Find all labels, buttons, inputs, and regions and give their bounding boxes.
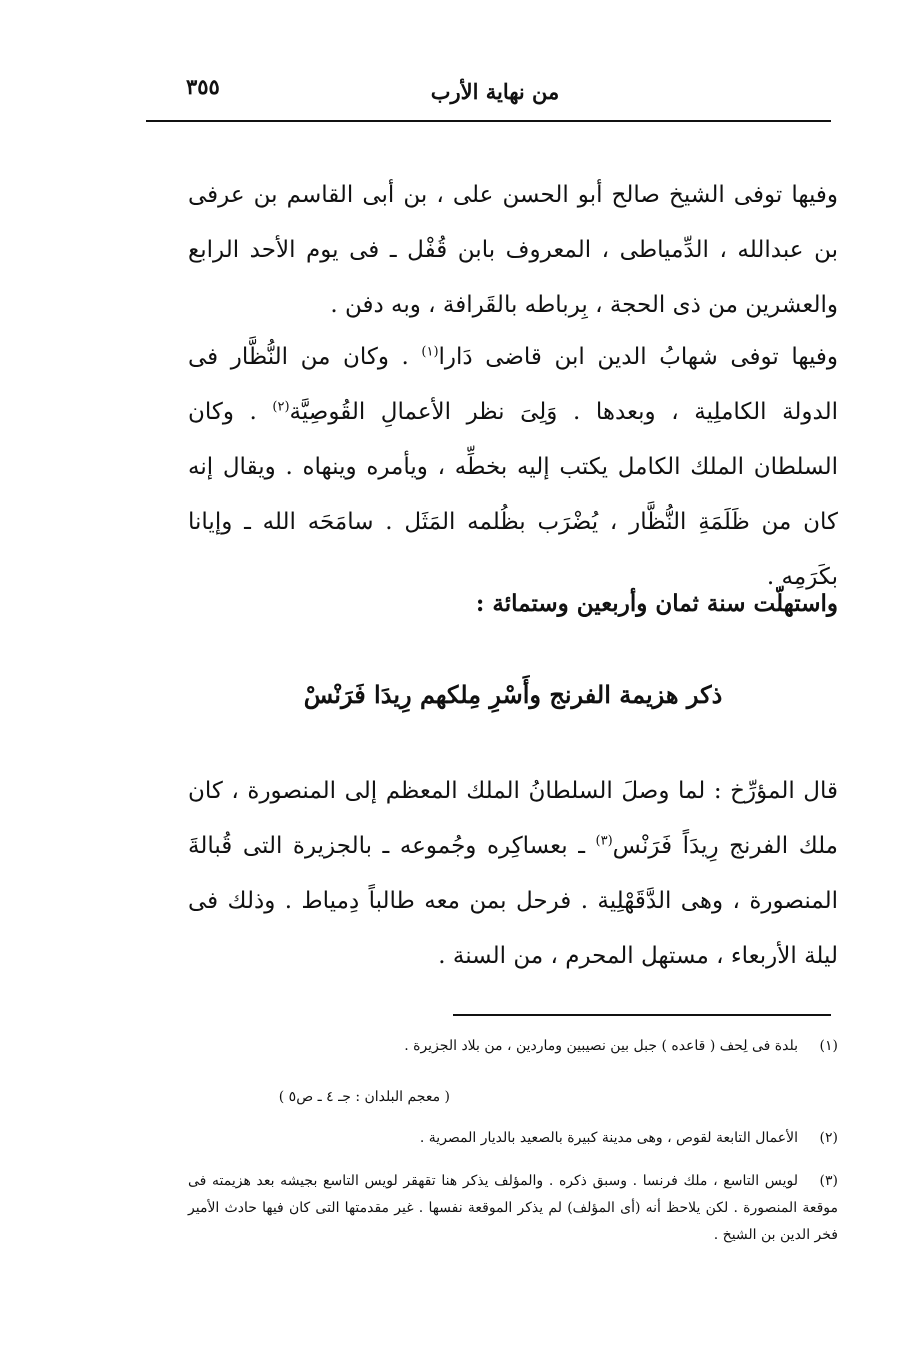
footnote-number: (٣) [819,1173,838,1189]
paragraph-chronicler [188,764,838,984]
footnote-1 [188,1033,838,1060]
section-heading: ذكر هزيمة الفرنج وأَسْرِ مِلكهم رِيدَا فَرَنْسْ [303,680,723,709]
paragraph-text: ـ بعساكِره وجُموعه ـ بالجزيرة التى قُبالةَ المنصورة ، وهى الدَّقَهْلِية . فرحل بمن معه طالباً دِمياط . وذلك فى ليلة الأربعاء ، مستهل المحرم ، من السنة . [188,833,838,969]
paragraph-death-abu-al-hasan: وفيها توفى الشيخ صالح أبو الحسن على ، بن أبى القاسم بن عرفى بن عبدالله ، الدِّمياطى ، المعروف بابن قُفْل ـ فى يوم الأحد الرابع والعشرين من ذى الحجة ، بِرباطه بالقَرافة ، وبه دفن . [188,182,838,318]
footnote-text: الأعمال التابعة لقوص ، وهى مدينة كبيرة بالصعيد بالديار المصرية . [419,1130,798,1146]
running-title: من نهاية الأرب [430,79,560,104]
footnote-text: بلدة فى لِحف ( قاعده ) جبل بين نصيبين وماردين ، من بلاد الجزيرة . [404,1038,798,1054]
footnote-1-reference: ( معجم البلدان : جـ ٤ ـ ص٥ ) [278,1089,450,1105]
footnote-2 [188,1125,838,1152]
footnote-number: (٢) [819,1130,838,1146]
paragraph-text: . وكان السلطان الملك الكامل يكتب إليه بخطِّه ، ويأمره وينهاه . ويقال إنه كان من ظَلَمَةِ النُّظَّار ، يُضْرَب بظُلمه المَثَل . سامَحَه الله ـ وإيانا بكَرَمِه . [188,399,838,590]
footnote-rule [453,1014,831,1016]
paragraph-text: وفيها توفى شهابُ الدين ابن قاضى دَارا [438,344,839,370]
footnote-ref-1: (١) [421,344,439,360]
paragraph-text: . وكان من النُّظَّار فى الدولة الكاملِية ، وبعدها . وَلِىَ نظر الأعمالِ القُوصِيَّة [188,344,838,425]
header-rule [146,120,831,122]
year-heading: واستهلّت سنة ثمان وأربعين وستمائة : [475,590,838,617]
footnote-3 [188,1168,838,1249]
footnote-number: (١) [819,1038,838,1054]
page-number: ٣٥٥ [186,74,220,99]
paragraph-text: قال المؤرِّخ : لما وصلَ السلطانُ الملك المعظم إلى المنصورة ، كان ملك الفرنج رِيدَاً فَرَنْس [188,778,839,859]
footnote-ref-2: (٢) [272,399,290,415]
footnote-ref-3: (٣) [595,833,613,849]
paragraph-death-shihab-al-din [188,330,838,605]
footnote-text: لويس التاسع ، ملك فرنسا . وسبق ذكره . والمؤلف يذكر هنا تقهقر لويس التاسع بجيشه بعد هزيمته فى موقعة المنصورة . لكن يلاحظ أنه (أى المؤلف) لم يذكر الموقعة نفسها . غير مقدمتها التى كان فيها حادث الأمير فخر الدين بن الشيخ . [188,1173,838,1243]
